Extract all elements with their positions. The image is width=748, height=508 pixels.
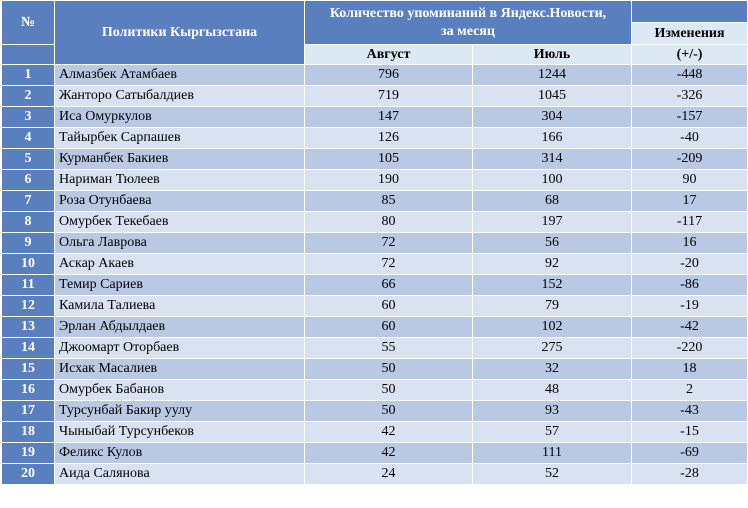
- table-row: [2, 65, 748, 86]
- header-august: Август: [305, 45, 473, 65]
- row-number: 16: [2, 380, 55, 401]
- politician-name: Аида Салянова: [55, 464, 305, 485]
- table-row: [2, 275, 748, 296]
- politician-name: Омурбек Текебаев: [55, 212, 305, 233]
- row-number: 18: [2, 422, 55, 443]
- row-number: 15: [2, 359, 55, 380]
- header-mentions-line2: за месяц: [441, 23, 495, 39]
- header-july: Июль: [473, 45, 632, 65]
- july-count: 197: [473, 212, 632, 233]
- july-count: 92: [473, 254, 632, 275]
- politician-name: Турсунбай Бакир уулу: [55, 401, 305, 422]
- change-value: -220: [632, 338, 748, 359]
- row-number: 7: [2, 191, 55, 212]
- change-value: -20: [632, 254, 748, 275]
- change-value: -117: [632, 212, 748, 233]
- august-count: 85: [305, 191, 473, 212]
- table-row: [2, 149, 748, 170]
- row-number: 11: [2, 275, 55, 296]
- header-num: №: [2, 1, 55, 45]
- change-value: 2: [632, 380, 748, 401]
- change-value: -326: [632, 86, 748, 107]
- politician-name: Тайырбек Сарпашев: [55, 128, 305, 149]
- table-row: [2, 296, 748, 317]
- august-count: 60: [305, 296, 473, 317]
- change-value: -15: [632, 422, 748, 443]
- change-value: 18: [632, 359, 748, 380]
- row-number: 2: [2, 86, 55, 107]
- row-number: 10: [2, 254, 55, 275]
- politician-name: Алмазбек Атамбаев: [55, 65, 305, 86]
- change-value: 90: [632, 170, 748, 191]
- july-count: 111: [473, 443, 632, 464]
- august-count: 60: [305, 317, 473, 338]
- july-count: 166: [473, 128, 632, 149]
- change-value: -69: [632, 443, 748, 464]
- table-row: [2, 128, 748, 149]
- august-count: 105: [305, 149, 473, 170]
- change-value: -28: [632, 464, 748, 485]
- row-number: 1: [2, 65, 55, 86]
- july-count: 56: [473, 233, 632, 254]
- politician-name: Чыныбай Турсунбеков: [55, 422, 305, 443]
- row-number: 8: [2, 212, 55, 233]
- header-change-line1: Изменения: [632, 23, 748, 45]
- july-count: 79: [473, 296, 632, 317]
- august-count: 147: [305, 107, 473, 128]
- july-count: 57: [473, 422, 632, 443]
- july-count: 152: [473, 275, 632, 296]
- july-count: 48: [473, 380, 632, 401]
- change-value: -86: [632, 275, 748, 296]
- row-number: 12: [2, 296, 55, 317]
- july-count: 304: [473, 107, 632, 128]
- change-value: -448: [632, 65, 748, 86]
- july-count: 93: [473, 401, 632, 422]
- august-count: 50: [305, 359, 473, 380]
- row-number: 6: [2, 170, 55, 191]
- row-number: 17: [2, 401, 55, 422]
- table-row: [2, 170, 748, 191]
- header-change-top: [632, 1, 748, 23]
- august-count: 126: [305, 128, 473, 149]
- change-value: -209: [632, 149, 748, 170]
- table-row: [2, 86, 748, 107]
- table-row: [2, 233, 748, 254]
- change-value: -43: [632, 401, 748, 422]
- august-count: 42: [305, 422, 473, 443]
- table-row: [2, 191, 748, 212]
- july-count: 102: [473, 317, 632, 338]
- july-count: 275: [473, 338, 632, 359]
- politician-name: Эрлан Абдылдаев: [55, 317, 305, 338]
- row-number: 4: [2, 128, 55, 149]
- row-number: 14: [2, 338, 55, 359]
- row-number: 5: [2, 149, 55, 170]
- politician-name: Жанторо Сатыбалдиев: [55, 86, 305, 107]
- august-count: 50: [305, 401, 473, 422]
- august-count: 66: [305, 275, 473, 296]
- change-value: 17: [632, 191, 748, 212]
- header-politicians: Политики Кыргызстана: [55, 1, 305, 65]
- politician-name: Омурбек Бабанов: [55, 380, 305, 401]
- politician-name: Феликс Кулов: [55, 443, 305, 464]
- politician-name: Исхак Масалиев: [55, 359, 305, 380]
- row-number: 20: [2, 464, 55, 485]
- header-change-line2: (+/-): [632, 45, 748, 65]
- politician-name: Курманбек Бакиев: [55, 149, 305, 170]
- august-count: 24: [305, 464, 473, 485]
- july-count: 1045: [473, 86, 632, 107]
- august-count: 42: [305, 443, 473, 464]
- change-value: -42: [632, 317, 748, 338]
- table-row: [2, 443, 748, 464]
- header-num-bottom: [2, 45, 55, 65]
- table-row: [2, 380, 748, 401]
- august-count: 719: [305, 86, 473, 107]
- july-count: 52: [473, 464, 632, 485]
- july-count: 68: [473, 191, 632, 212]
- politician-name: Аскар Акаев: [55, 254, 305, 275]
- table-row: [2, 359, 748, 380]
- table-row: [2, 317, 748, 338]
- august-count: 72: [305, 233, 473, 254]
- july-count: 314: [473, 149, 632, 170]
- politician-name: Камила Талиева: [55, 296, 305, 317]
- row-number: 19: [2, 443, 55, 464]
- politician-name: Нариман Тюлеев: [55, 170, 305, 191]
- table-row: [2, 212, 748, 233]
- row-number: 13: [2, 317, 55, 338]
- table-row: [2, 254, 748, 275]
- july-count: 1244: [473, 65, 632, 86]
- change-value: -19: [632, 296, 748, 317]
- politician-name: Иса Омуркулов: [55, 107, 305, 128]
- table-row: [2, 338, 748, 359]
- change-value: 16: [632, 233, 748, 254]
- politician-name: Роза Отунбаева: [55, 191, 305, 212]
- august-count: 796: [305, 65, 473, 86]
- table-row: [2, 422, 748, 443]
- politician-name: Ольга Лаврова: [55, 233, 305, 254]
- row-number: 3: [2, 107, 55, 128]
- politician-name: Джоомарт Оторбаев: [55, 338, 305, 359]
- table-row: [2, 401, 748, 422]
- august-count: 55: [305, 338, 473, 359]
- july-count: 100: [473, 170, 632, 191]
- july-count: 32: [473, 359, 632, 380]
- august-count: 190: [305, 170, 473, 191]
- table-row: [2, 107, 748, 128]
- header-mentions: [305, 1, 632, 45]
- august-count: 72: [305, 254, 473, 275]
- politicians-mentions-table: [1, 0, 748, 485]
- row-number: 9: [2, 233, 55, 254]
- politician-name: Темир Сариев: [55, 275, 305, 296]
- august-count: 80: [305, 212, 473, 233]
- header-mentions-line1: Количество упоминаний в Яндекс.Новости,: [329, 5, 607, 21]
- august-count: 50: [305, 380, 473, 401]
- table-row: [2, 464, 748, 485]
- change-value: -40: [632, 128, 748, 149]
- change-value: -157: [632, 107, 748, 128]
